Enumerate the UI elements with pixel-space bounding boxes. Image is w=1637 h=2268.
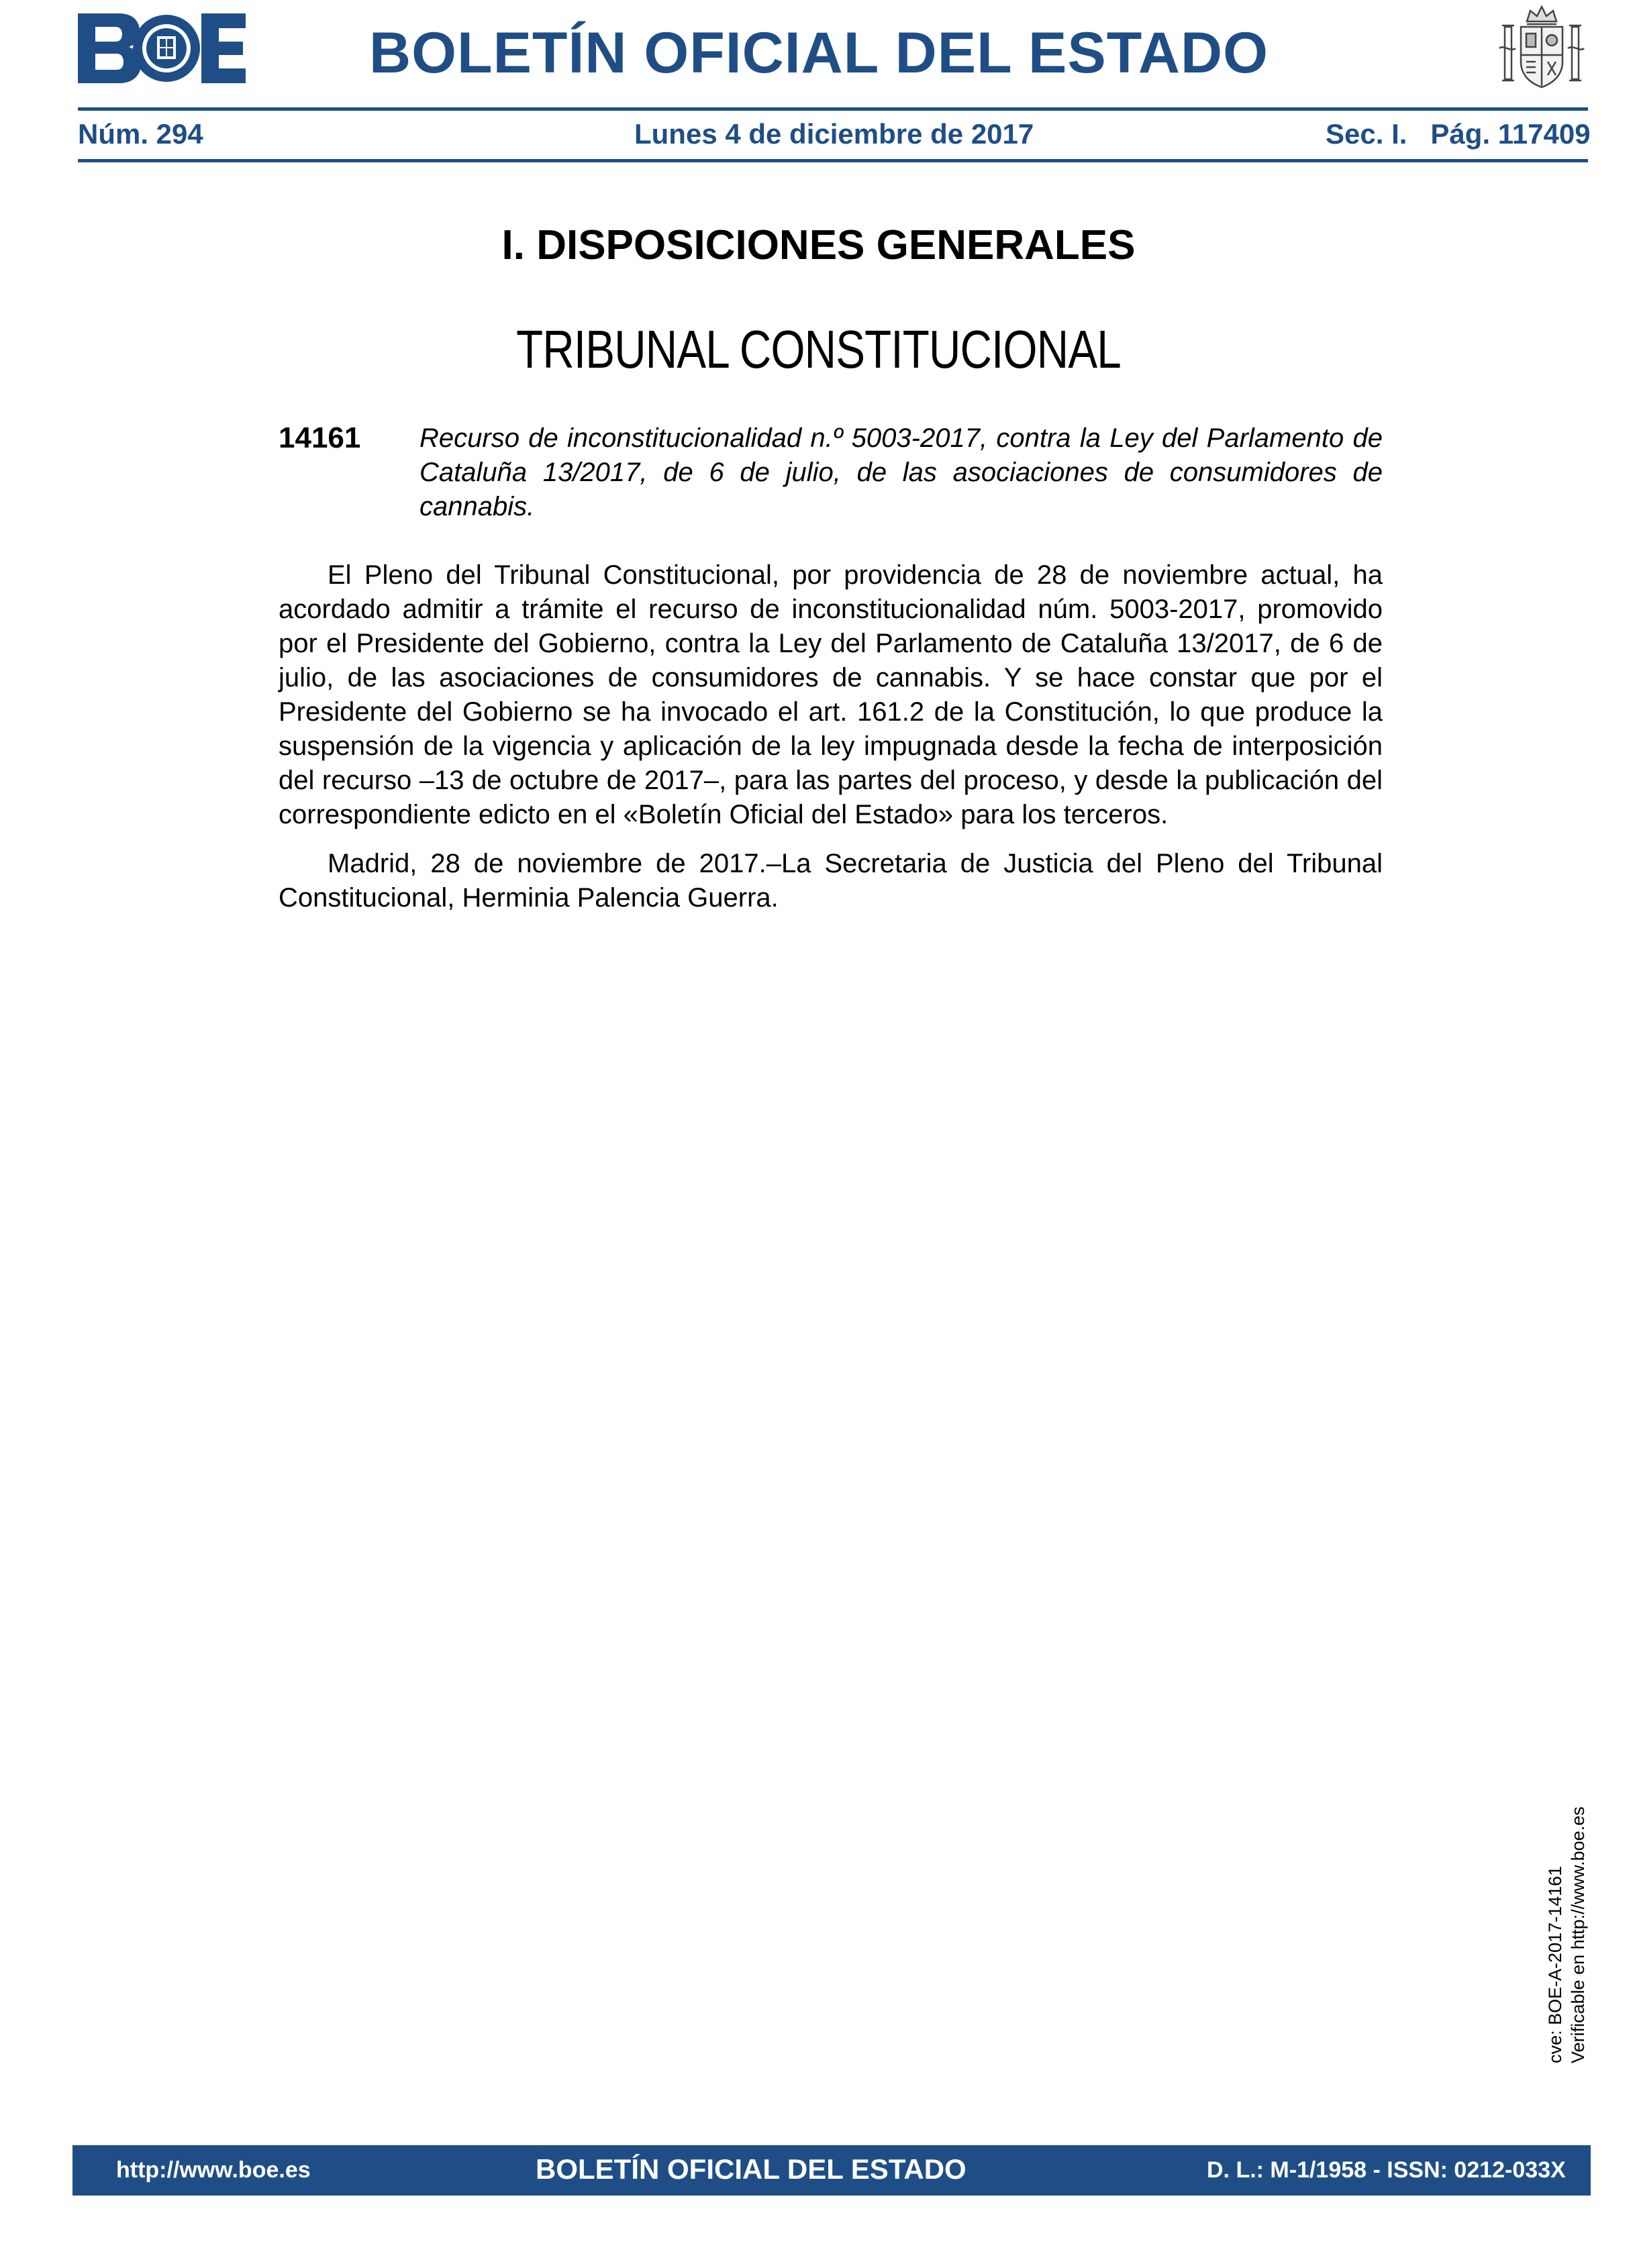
signature-paragraph: Madrid, 28 de noviembre de 2017.–La Secretaria de Justicia del Pleno del Tribunal Constitucional, Herminia Palencia Guerra. <box>279 849 1383 913</box>
verification-link[interactable]: Verificable en http://www.boe.es <box>1568 1806 1588 2063</box>
header-rule-bottom <box>78 159 1588 162</box>
verification-block <box>1544 1806 1589 2063</box>
bulletin-title: BOLETÍN OFICIAL DEL ESTADO <box>369 21 1269 85</box>
footer-legal: D. L.: M-1/1958 - ISSN: 0212-033X <box>1207 2157 1566 2183</box>
issue-number: Núm. 294 <box>78 118 203 150</box>
boe-logo-icon <box>78 13 246 83</box>
cve-code: cve: BOE-A-2017-14161 <box>1545 1865 1565 2063</box>
document-number: 14161 <box>279 421 361 454</box>
coat-of-arms-icon <box>1497 1 1587 91</box>
body-paragraph: El Pleno del Tribunal Constitucional, por providencia de 28 de noviembre actual, ha acordado admitir a trámite el recurso de inconstitucionalidad núm. 5003-2017, promovido por el Presidente del Gobierno, contra la Ley del Parlamento de Cataluña 13/2017, de 6 de julio, de las asociaciones de consumidores de cannabis. Y se hace constar que por el Presidente del Gobierno se ha invocado el art. 161.2 de la Constitución, lo que produce la suspensión de la vigencia y aplicación de la ley impugnada desde la fecha de interposición del recurso –13 de octubre de 2017–, para las partes del proceso, y desde la publicación del correspondiente edicto en el «Boletín Oficial del Estado» para los terceros. <box>279 560 1383 829</box>
document-summary: Recurso de inconstitucionalidad n.º 5003-2017, contra la Ley del Parlamento de Cataluña 13/2017, de 6 de julio, de las asociaciones de consumidores de cannabis. <box>419 423 1383 521</box>
footer-url-link[interactable]: http://www.boe.es <box>116 2157 311 2183</box>
footer-title: BOLETÍN OFICIAL DEL ESTADO <box>536 2153 966 2185</box>
section-title: I. DISPOSICIONES GENERALES <box>501 222 1136 268</box>
section-page: Sec. I. Pág. 117409 <box>1326 118 1591 150</box>
issue-date: Lunes 4 de diciembre de 2017 <box>634 118 1034 150</box>
organ-title: TRIBUNAL CONSTITUCIONAL <box>516 319 1121 379</box>
footer-bar <box>72 2145 1591 2196</box>
header-rule-top <box>78 107 1588 111</box>
